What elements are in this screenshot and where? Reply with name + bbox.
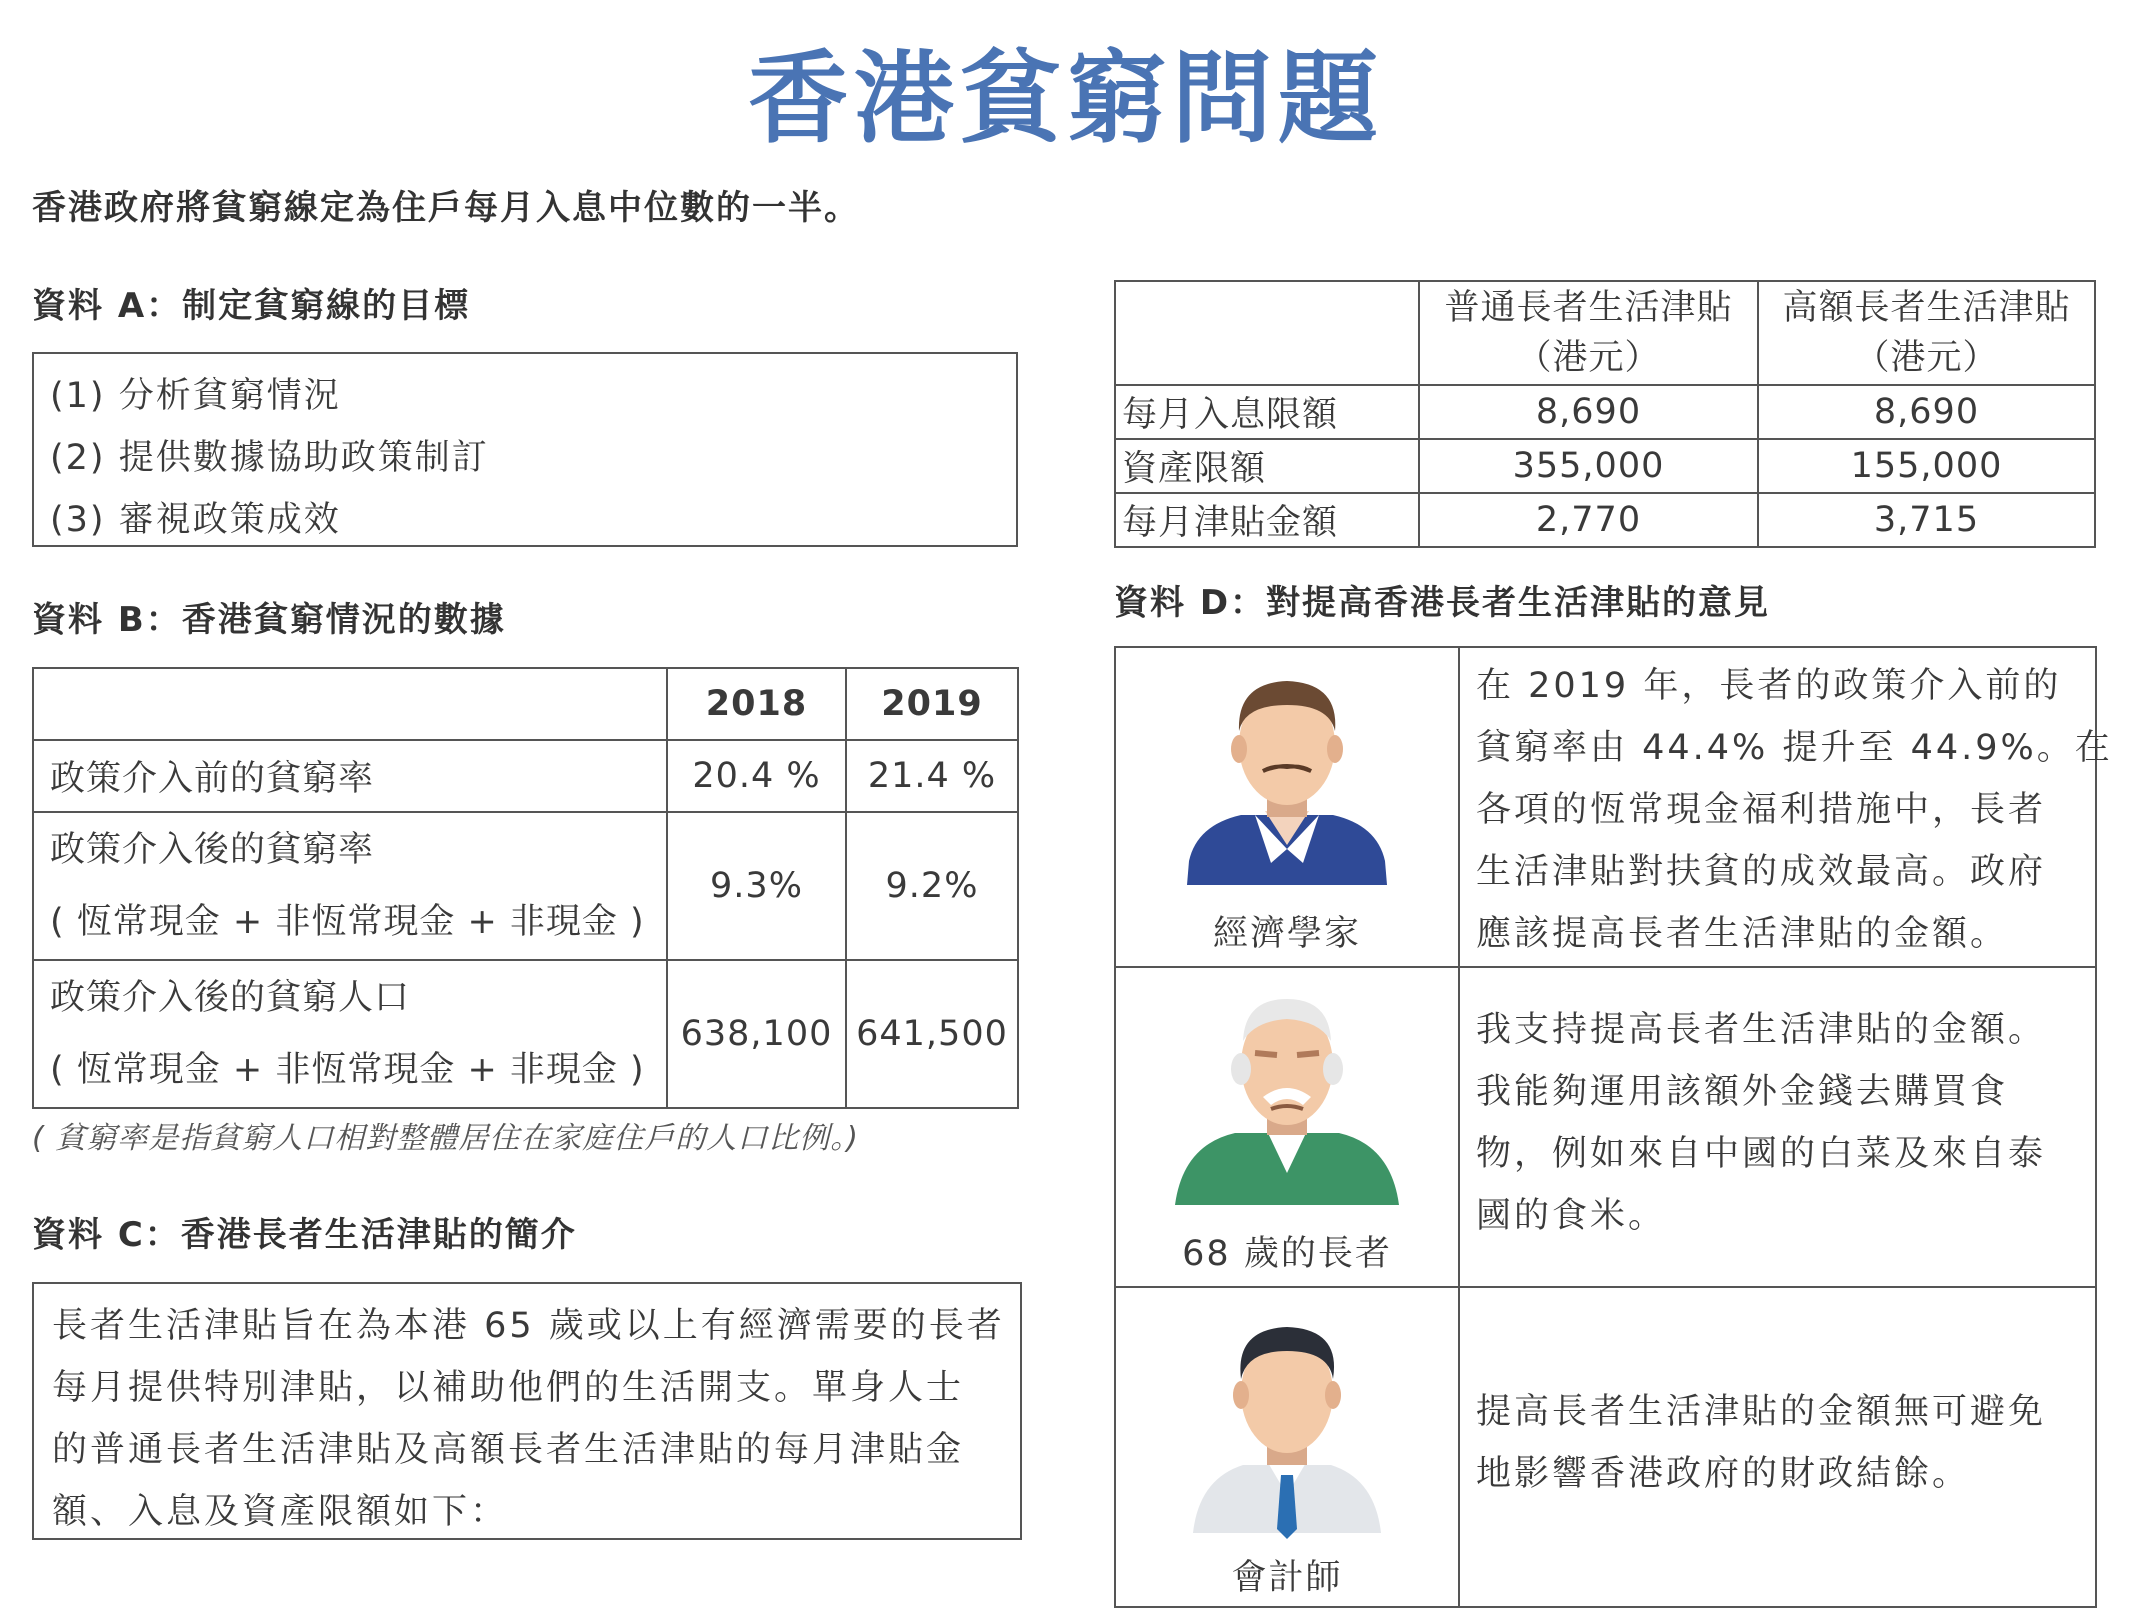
row-label: 政策介入前的貧窮率 xyxy=(33,740,667,812)
row-label: 每月入息限額 xyxy=(1115,385,1419,439)
row-label: 政策介入後的貧窮率 xyxy=(50,830,375,870)
speaker-label: 68 歲的長者 xyxy=(1182,1234,1392,1274)
cell-value: 355,000 xyxy=(1419,439,1758,493)
table-row xyxy=(1115,1287,2096,1607)
poverty-data-table xyxy=(32,667,1019,1109)
source-c-box xyxy=(32,1282,1022,1540)
page-title: 香港貧窮問題 xyxy=(748,40,1384,157)
table-row xyxy=(1115,967,2096,1287)
opinion-line: 地影響香港政府的財政結餘。 xyxy=(1476,1454,1971,1494)
cell-value: 20.4 % xyxy=(667,740,846,812)
source-c-heading: 資料 C：香港長者生活津貼的簡介 xyxy=(32,1215,577,1255)
table-row xyxy=(1115,493,2095,547)
opinions-table xyxy=(1114,646,2113,1608)
paragraph-line: 長者生活津貼旨在為本港 65 歲或以上有經濟需要的長者 xyxy=(52,1306,1005,1346)
source-a-heading: 資料 A：制定貧窮線的目標 xyxy=(32,286,471,326)
year-header: 2018 xyxy=(667,668,846,740)
goal-item: (1) 分析貧窮情況 xyxy=(50,376,341,416)
cell-value: 3,715 xyxy=(1758,493,2095,547)
intro-text: 香港政府將貧窮線定為住戶每月入息中位數的一半。 xyxy=(32,188,860,228)
goal-item: (2) 提供數據協助政策制訂 xyxy=(50,438,489,478)
column-header: 普通長者生活津貼 xyxy=(1444,288,1733,328)
year-header: 2019 xyxy=(846,668,1018,740)
table-row xyxy=(1115,385,2095,439)
table-note: ( 貧窮率是指貧窮人口相對整體居住在家庭住戶的人口比例。) xyxy=(32,1121,859,1156)
source-a-box xyxy=(32,352,1018,547)
row-label: 資產限額 xyxy=(1115,439,1419,493)
opinion-line: 各項的恆常現金福利措施中，長者 xyxy=(1476,790,2047,830)
column-unit: （港元） xyxy=(1516,338,1661,378)
opinion-line: 提高長者生活津貼的金額無可避免 xyxy=(1476,1392,2047,1432)
table-row xyxy=(33,812,1018,960)
cell-value: 21.4 % xyxy=(846,740,1018,812)
paragraph-line: 額、入息及資產限額如下： xyxy=(52,1492,509,1532)
row-label: 政策介入後的貧窮人口 xyxy=(50,978,411,1018)
opinion-line: 國的食米。 xyxy=(1476,1196,1667,1236)
opinion-line: 貧窮率由 44.4% 提升至 44.9%。在 xyxy=(1476,728,2113,768)
cell-value: 9.2% xyxy=(846,812,1018,960)
cell-value: 2,770 xyxy=(1419,493,1758,547)
paragraph-line: 的普通長者生活津貼及高額長者生活津貼的每月津貼金 xyxy=(52,1430,965,1470)
cell-value: 8,690 xyxy=(1758,385,2095,439)
cell-value: 641,500 xyxy=(846,960,1018,1108)
speaker-label: 經濟學家 xyxy=(1212,914,1361,954)
opinion-line: 我能夠運用該額外金錢去購買食 xyxy=(1476,1072,2009,1112)
row-label: 每月津貼金額 xyxy=(1115,493,1419,547)
cell-value: 8,690 xyxy=(1419,385,1758,439)
opinion-line: 我支持提高長者生活津貼的金額。 xyxy=(1476,1010,2047,1050)
speaker-label: 會計師 xyxy=(1231,1558,1343,1598)
opinion-line: 在 2019 年，長者的政策介入前的 xyxy=(1476,666,2062,706)
source-d-heading: 資料 D：對提高香港長者生活津貼的意見 xyxy=(1114,583,1771,623)
row-sublabel: ( 恆常現金 + 非恆常現金 + 非現金 ) xyxy=(50,1050,645,1090)
opinion-line: 應該提高長者生活津貼的金額。 xyxy=(1476,914,2009,954)
table-row xyxy=(1115,439,2095,493)
table-row xyxy=(33,740,1018,812)
cell-value: 638,100 xyxy=(667,960,846,1108)
row-sublabel: ( 恆常現金 + 非恆常現金 + 非現金 ) xyxy=(50,902,645,942)
source-b-heading: 資料 B：香港貧窮情況的數據 xyxy=(32,600,506,640)
cell-value: 9.3% xyxy=(667,812,846,960)
table-row xyxy=(1115,647,2096,967)
table-row xyxy=(1115,281,2095,385)
opinion-line: 生活津貼對扶貧的成效最高。政府 xyxy=(1476,852,2047,892)
table-row xyxy=(33,668,1018,740)
column-unit: （港元） xyxy=(1854,338,1999,378)
paragraph-line: 每月提供特別津貼，以補助他們的生活開支。單身人士 xyxy=(52,1368,965,1408)
cell-value: 155,000 xyxy=(1758,439,2095,493)
goal-item: (3) 審視政策成效 xyxy=(50,500,341,540)
column-header: 高額長者生活津貼 xyxy=(1782,288,2071,328)
allowance-table xyxy=(1114,280,2096,548)
table-row xyxy=(33,960,1018,1108)
opinion-line: 物，例如來自中國的白菜及來自泰 xyxy=(1476,1134,2047,1174)
